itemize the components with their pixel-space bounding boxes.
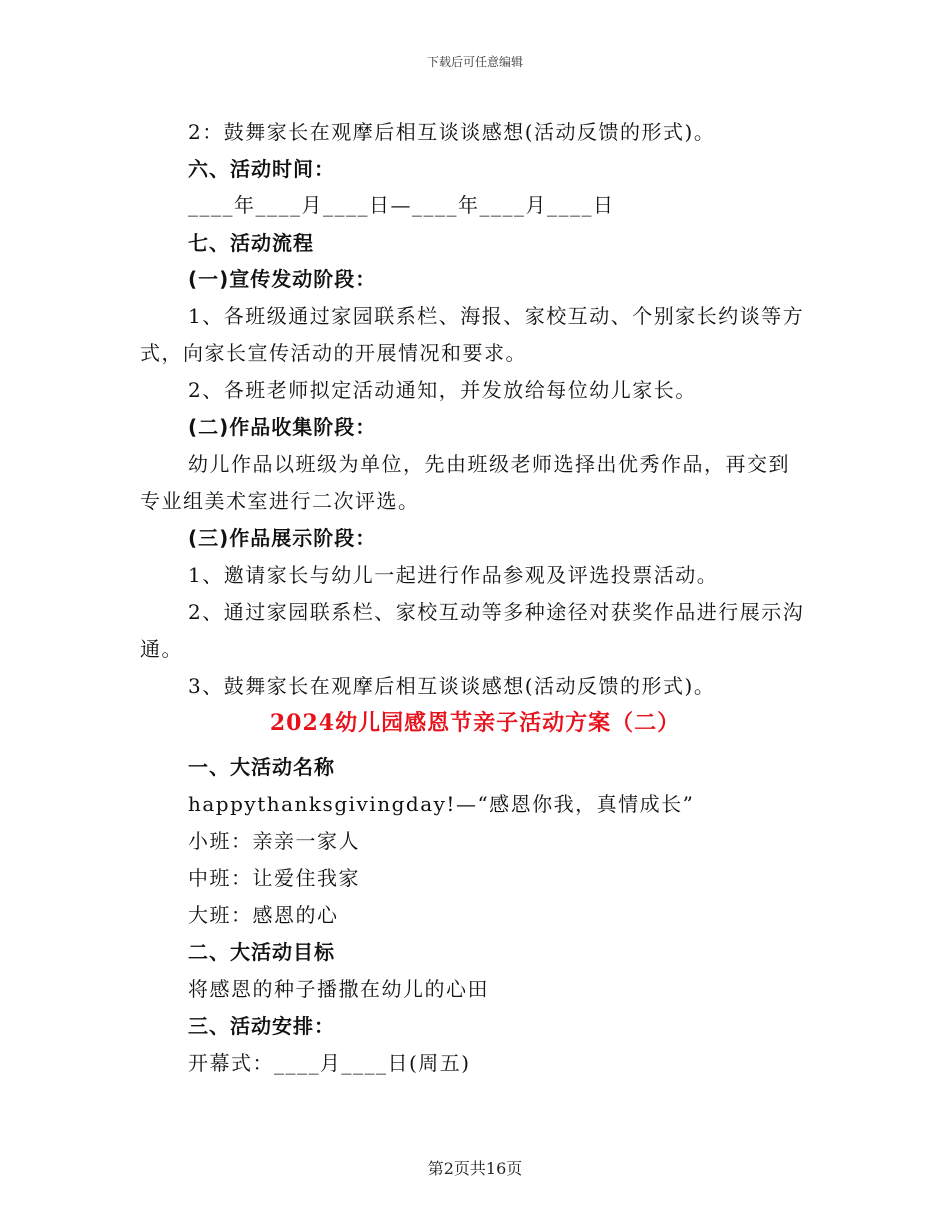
subheading-publicity-stage: (一)宣传发动阶段：: [188, 267, 377, 291]
paragraph-line: 通。: [140, 637, 183, 661]
paragraph-line: 幼儿作品以班级为单位，先由班级老师选择出优秀作品，再交到: [188, 452, 790, 476]
document-title: 2024幼儿园感恩节亲子活动方案（二）: [269, 710, 681, 736]
paragraph-line: 3、鼓舞家长在观摩后相互谈谈感想(活动反馈的形式)。: [188, 674, 716, 698]
subheading-collection-stage: (二)作品收集阶段：: [188, 415, 377, 439]
class-theme-large: 大班：感恩的心: [188, 903, 339, 927]
activity-slogan: happythanksgivingday!—“感恩你我，真情成长”: [188, 792, 695, 816]
paragraph-line: 2、通过家园联系栏、家校互动等多种途径对获奖作品进行展示沟: [188, 600, 805, 624]
section-heading-activity-name: 一、大活动名称: [188, 755, 335, 779]
opening-ceremony-date: 开幕式：____月____日(周五): [188, 1051, 471, 1075]
paragraph-line: 式，向家长宣传活动的开展情况和要求。: [140, 341, 527, 365]
section-heading-activity-flow: 七、活动流程: [188, 231, 314, 255]
class-theme-small: 小班：亲亲一家人: [188, 829, 360, 853]
activity-goal-text: 将感恩的种子播撒在幼儿的心田: [188, 977, 489, 1001]
subheading-display-stage: (三)作品展示阶段：: [188, 526, 377, 550]
section-heading-activity-time: 六、活动时间：: [188, 157, 335, 181]
paragraph-line: 2、各班老师拟定活动通知，并发放给每位幼儿家长。: [188, 378, 697, 402]
paragraph-line: 2：鼓舞家长在观摩后相互谈谈感想(活动反馈的形式)。: [188, 120, 716, 144]
page-header-note: 下载后可任意编辑: [426, 55, 523, 69]
paragraph-line: 1、各班级通过家园联系栏、海报、家校互动、个别家长约谈等方: [188, 304, 805, 328]
section-heading-activity-arrangement: 三、活动安排：: [188, 1014, 335, 1038]
section-heading-activity-goal: 二、大活动目标: [188, 940, 335, 964]
page-number: 第2页共16页: [427, 1159, 523, 1178]
paragraph-line: 专业组美术室进行二次评选。: [140, 489, 420, 513]
class-theme-middle: 中班：让爱住我家: [188, 866, 360, 890]
activity-date-range: ____年____月____日—____年____月____日: [188, 193, 615, 217]
paragraph-line: 1、邀请家长与幼儿一起进行作品参观及评选投票活动。: [188, 563, 719, 587]
